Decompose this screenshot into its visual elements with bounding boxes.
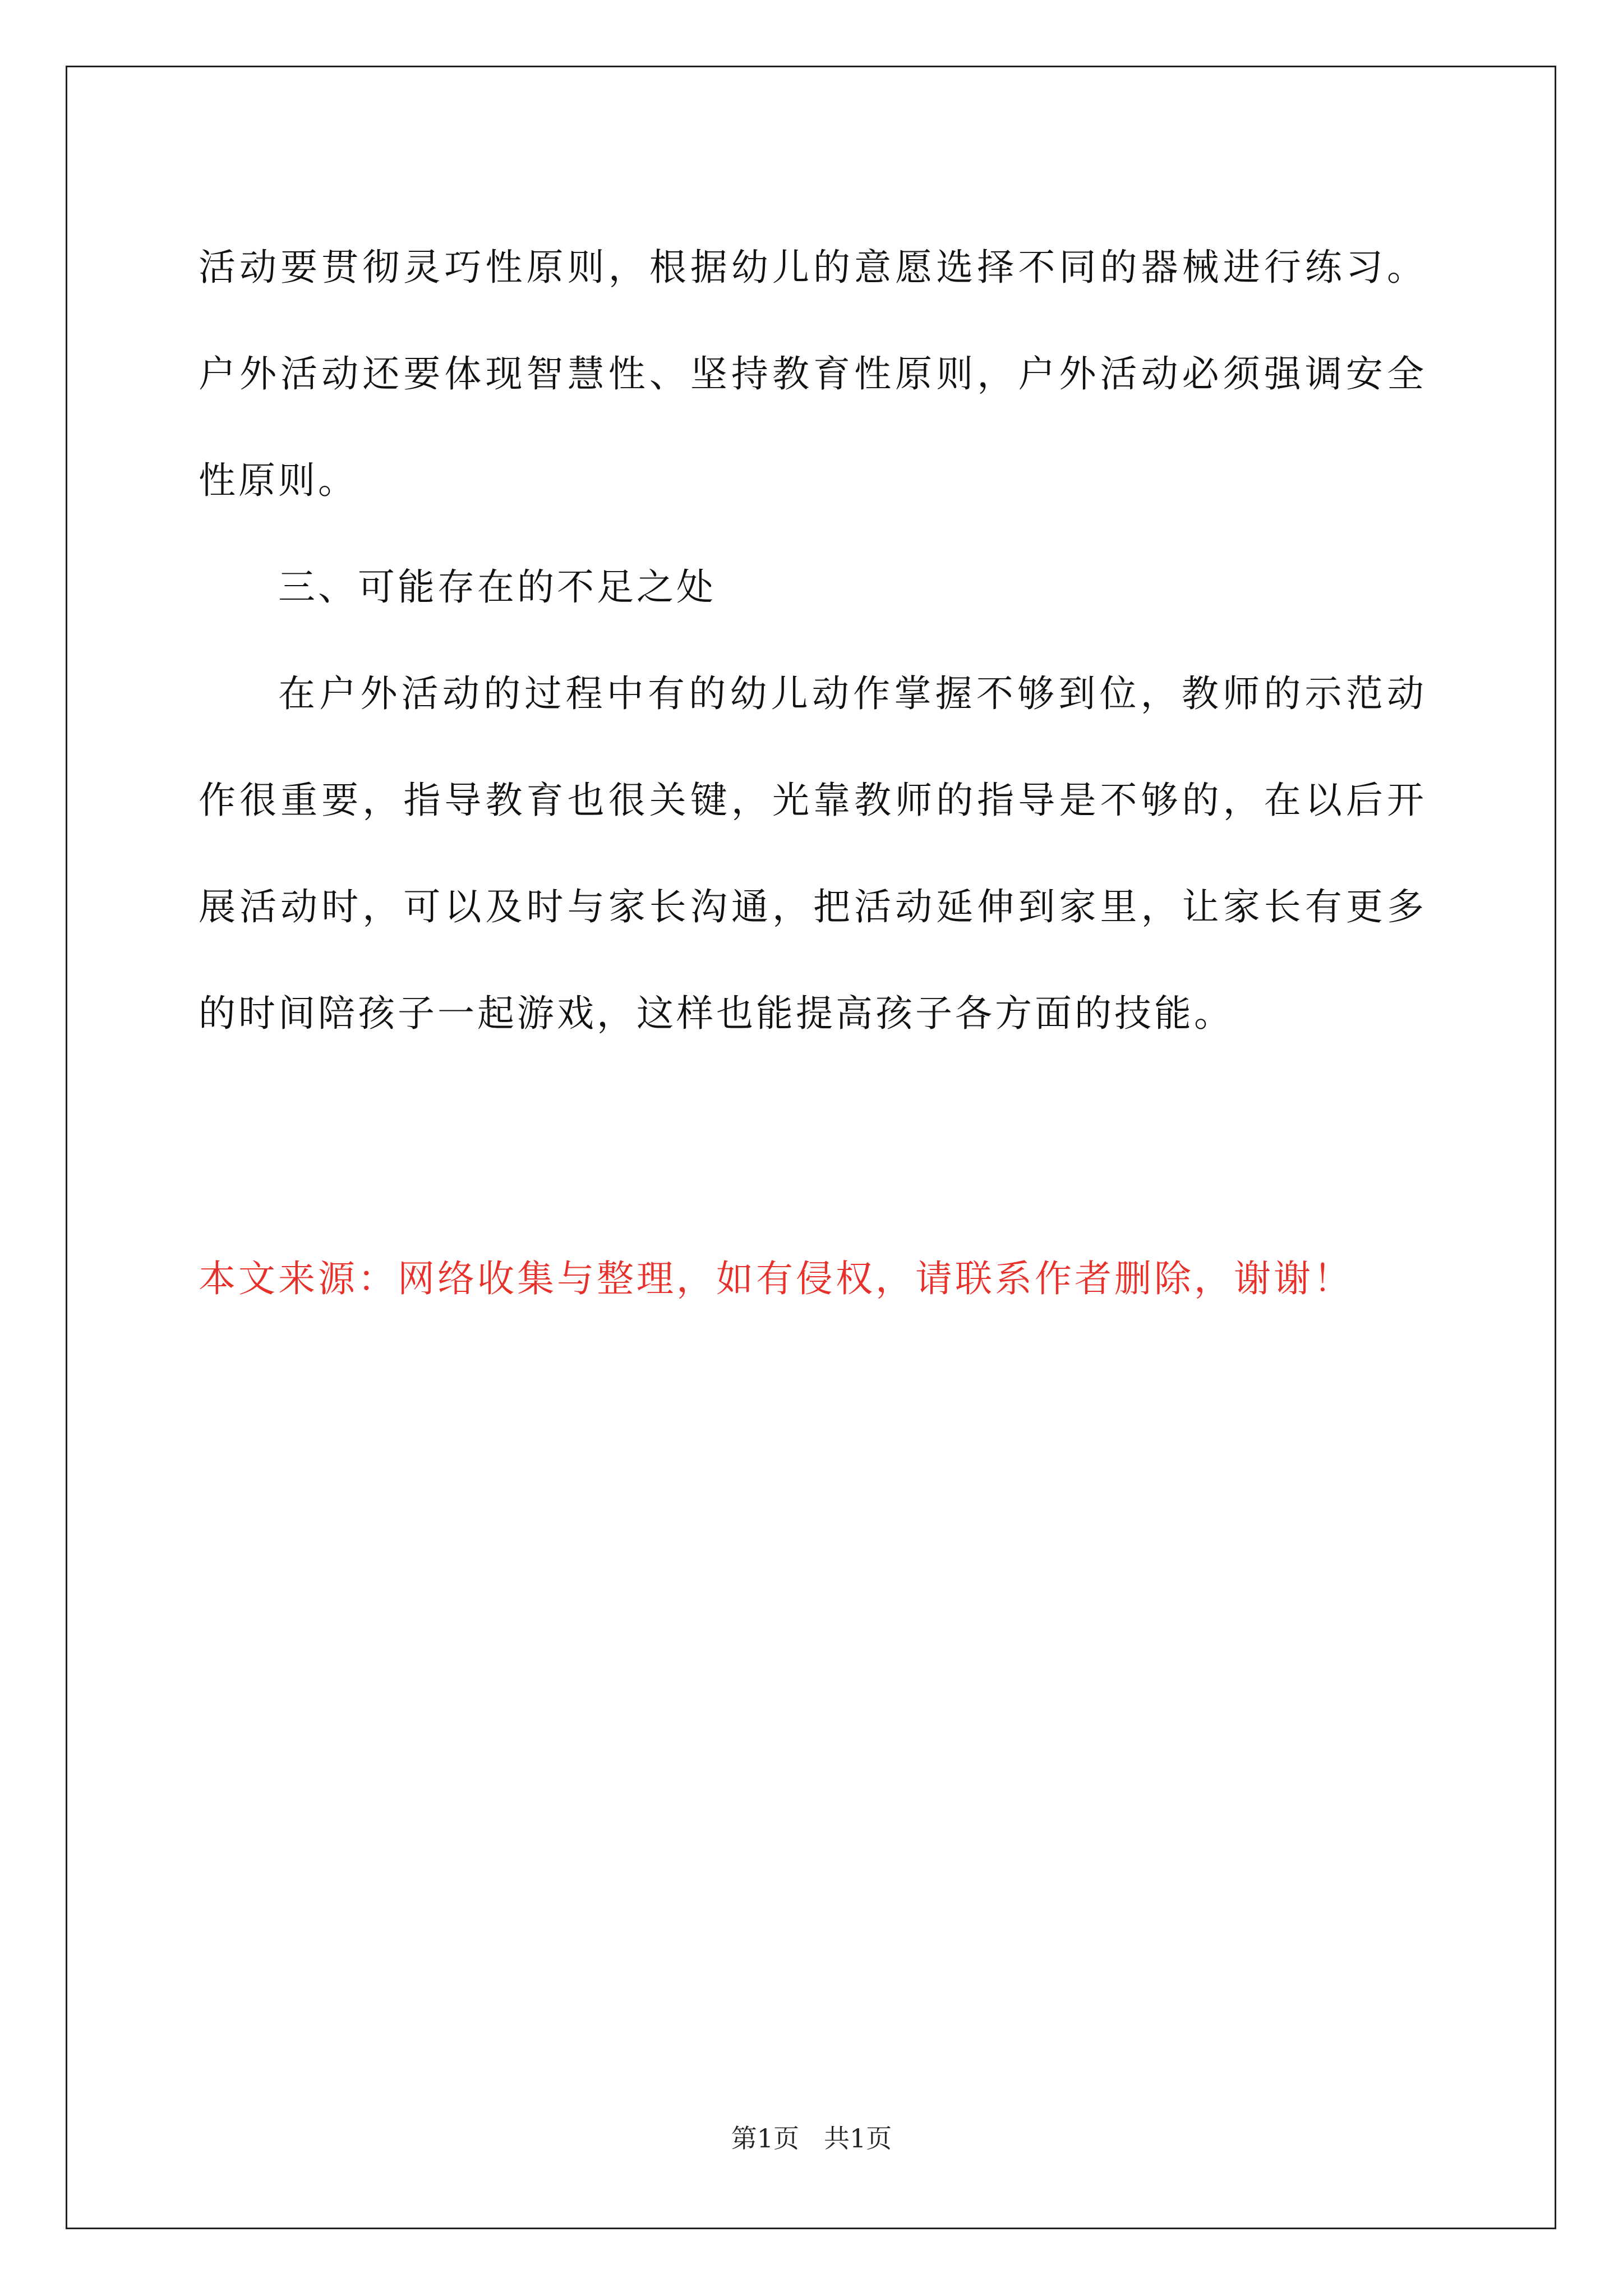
section-heading-shortcomings: 三、可能存在的不足之处: [278, 565, 716, 609]
footer-spacer: [799, 2123, 824, 2154]
paragraph-shortcomings: 在户外活动的过程中有的幼儿动作掌握不够到位，教师的示范动作很重要，指导教育也很关键，光靠教师的指导是不够的，在以后开展活动时，可以及时与家长沟通，把活动延伸到家里，让家长有更多的时间陪孩子一起游戏，这样也能提高孩子各方面的技能。: [199, 672, 1427, 1035]
page-footer: [0, 2122, 1623, 2155]
current-page-number: 第1页: [731, 2123, 800, 2154]
total-page-count: 共1页: [823, 2123, 892, 2154]
document-body: [199, 214, 1427, 1067]
paragraph-activity-principles: 活动要贯彻灵巧性原则，根据幼儿的意愿选择不同的器械进行练习。户外活动还要体现智慧性、坚持教育性原则，户外活动必须强调安全性原则。: [199, 246, 1427, 502]
source-notice: 本文来源：网络收集与整理，如有侵权，请联系作者删除，谢谢！: [199, 1257, 1353, 1300]
